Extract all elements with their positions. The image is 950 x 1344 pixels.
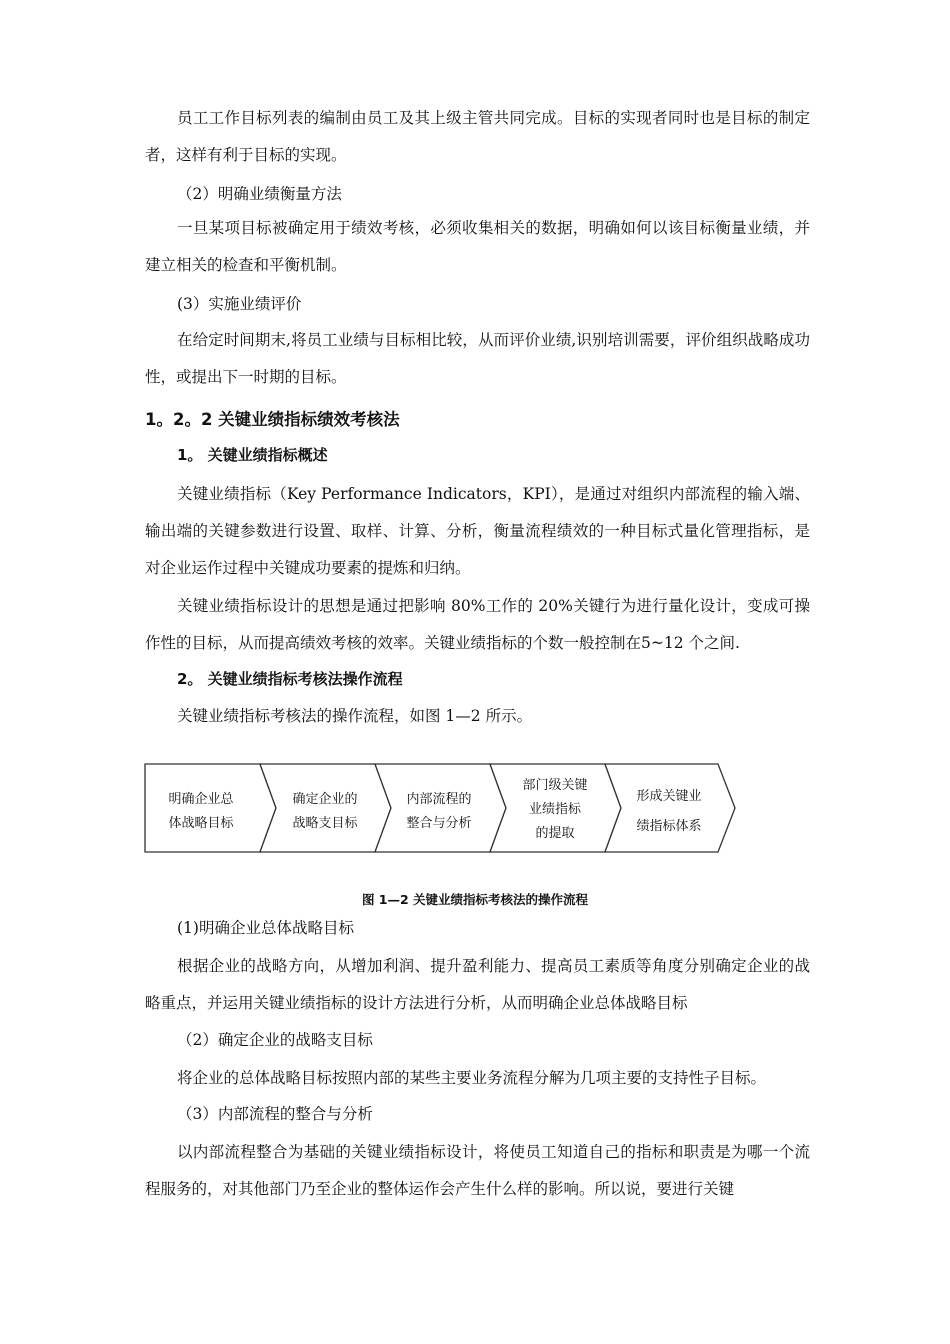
flow-step-1-line1: 明确企业总	[168, 792, 234, 807]
flow-step-2-line2: 战略支目标	[292, 816, 358, 831]
flow-step-3-line2: 整合与分析	[406, 816, 472, 831]
flow-step-4-line3: 的提取	[535, 826, 575, 841]
paragraph-kpi-design: 关键业绩指标设计的思想是通过把影响 80%工作的 20%关键行为进行量化设计，变成可操作性的目标，从而提高绩效考核的效率。关键业绩指标的个数一般控制在5~12 个之间.	[145, 597, 810, 652]
flow-step-1-line2: 体战略目标	[168, 816, 234, 831]
paragraph-strategy-goal: 根据企业的战略方向，从增加利润、提升盈利能力、提高员工素质等角度分别确定企业的战略重点，并运用关键业绩指标的设计方法进行分析，从而明确企业总体战略目标	[145, 957, 810, 1012]
flow-step-4	[505, 774, 605, 846]
flow-step-5	[619, 782, 719, 842]
flow-step-2	[275, 788, 375, 836]
process-flowchart	[143, 760, 743, 860]
flow-step-2-line1: 确定企业的	[292, 792, 358, 807]
flow-step-3	[389, 788, 489, 836]
flow-step-4-line2: 业绩指标	[528, 802, 581, 817]
paragraph-kpi-definition: 关键业绩指标（Key Performance Indicators，KPI），是通过对组织内部流程的输入端、输出端的关键参数进行设置、取样、计算、分析，衡量流程绩效的一种目标式量化管理指标，是对企业运作过程中关键成功要素的提炼和归纳。	[145, 485, 810, 577]
flow-step-4-line1: 部门级关键	[522, 778, 588, 793]
paragraph-evaluate: 在给定时间期末,将员工业绩与目标相比较，从而评价业绩,识别培训需要，评价组织战略成功性，或提出下一时期的目标。	[145, 331, 810, 386]
paragraph-goal-list: 员工工作目标列表的编制由员工及其上级主管共同完成。目标的实现者同时也是目标的制定者，这样有利于目标的实现。	[145, 109, 810, 164]
paragraph-sub-goal: 将企业的总体战略目标按照内部的某些主要业务流程分解为几项主要的支持性子目标。	[177, 1069, 767, 1087]
subheading-kpi-process: 2。 关键业绩指标考核法操作流程	[177, 670, 403, 688]
paragraph-process-intro: 关键业绩指标考核法的操作流程，如图 1—2 所示。	[177, 707, 533, 725]
section-heading-kpi: 1。2。2 关键业绩指标绩效考核法	[145, 410, 400, 429]
paragraph-measure-method: 一旦某项目标被确定用于绩效考核，必须收集相关的数据，明确如何以该目标衡量业绩，并建立相关的检查和平衡机制。	[145, 219, 810, 274]
paragraph-process-integration: 以内部流程整合为基础的关键业绩指标设计，将使员工知道自己的指标和职责是为哪一个流程服务的，对其他部门乃至企业的整体运作会产生什么样的影响。所以说，要进行关键	[145, 1143, 810, 1198]
flow-step-3-line1: 内部流程的	[406, 792, 472, 807]
subheading-strategy-goal: (1)明确企业总体战略目标	[177, 919, 354, 937]
subheading-measure-method: （2）明确业绩衡量方法	[177, 185, 342, 203]
flow-step-1	[151, 788, 251, 836]
subheading-kpi-overview: 1。 关键业绩指标概述	[177, 446, 328, 464]
flow-step-5-line1: 形成关键业	[636, 789, 702, 804]
subheading-evaluate: (3）实施业绩评价	[177, 295, 302, 313]
flow-step-5-line2: 绩指标体系	[636, 819, 702, 834]
figure-caption: 图 1—2 关键业绩指标考核法的操作流程	[361, 892, 589, 907]
subheading-sub-goal: （2）确定企业的战略支目标	[177, 1031, 373, 1049]
subheading-process-integration: （3）内部流程的整合与分析	[177, 1105, 373, 1123]
